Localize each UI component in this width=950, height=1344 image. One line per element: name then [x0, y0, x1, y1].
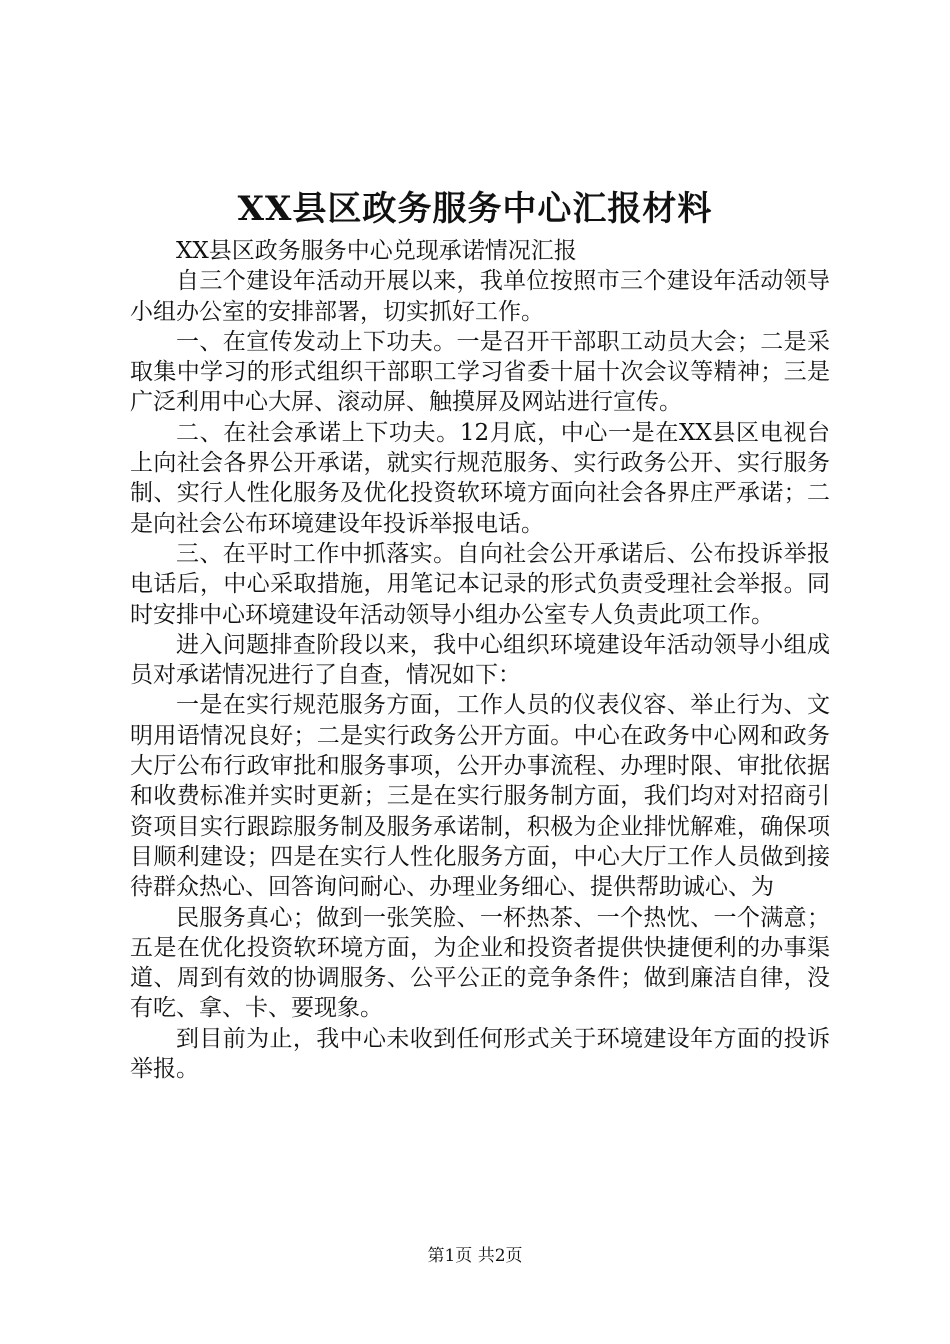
page-number-footer: 第1页 共2页	[427, 1246, 523, 1266]
paragraph-findings-continued: 民服务真心；做到一张笑脸、一杯热茶、一个热忱、一个满意；五是在优化投资软环境方面，为企业和投资者提供快捷便利的办事渠道、周到有效的协调服务、公平公正的竞争条件；做到廉洁自律，没有吃、拿、卡、要现象。	[130, 904, 830, 1022]
document-body	[130, 236, 830, 1084]
paragraph-subtitle: XX县区政务服务中心兑现承诺情况汇报	[176, 238, 577, 264]
paragraph-self-check: 进入问题排查阶段以来，我中心组织环境建设年活动领导小组成员对承诺情况进行了自查，情况如下：	[130, 631, 830, 689]
paragraph-findings: 一是在实行规范服务方面，工作人员的仪表仪容、举止行为、文明用语情况良好；二是实行政务公开方面。中心在政务中心网和政务大厅公布行政审批和服务事项，公开办事流程、办理时限、审批依据和收费标准并实时更新；三是在实行服务制方面，我们均对对招商引资项目实行跟踪服务制及服务承诺制，积极为企业排忧解难，确保项目顺利建设；四是在实行人性化服务方面，中心大厅工作人员做到接待群众热心、回答询问耐心、办理业务细心、提供帮助诚心、为	[130, 692, 830, 901]
paragraph-publicity: 一、在宣传发动上下功夫。一是召开干部职工动员大会；二是采取集中学习的形式组织干部职工学习省委十届十次会议等精神；三是广泛利用中心大屏、滚动屏、触摸屏及网站进行宣传。	[130, 328, 830, 416]
paragraph-conclusion: 到目前为止，我中心未收到任何形式关于环境建设年方面的投诉举报。	[130, 1025, 830, 1083]
paragraph-commitment: 二、在社会承诺上下功夫。12月底，中心一是在XX县区电视台上向社会各界公开承诺，就实行规范服务、实行政务公开、实行服务制、实行人性化服务及优化投资软环境方面向社会各界庄严承诺；二是向社会公布环境建设年投诉举报电话。	[130, 419, 830, 537]
paragraph-intro: 自三个建设年活动开展以来，我单位按照市三个建设年活动领导小组办公室的安排部署，切实抓好工作。	[130, 268, 830, 325]
document-title: XX县区政务服务中心汇报材料	[237, 189, 713, 229]
paragraph-implementation: 三、在平时工作中抓落实。自向社会公开承诺后、公布投诉举报电话后，中心采取措施，用笔记本记录的形式负责受理社会举报。同时安排中心环境建设年活动领导小组办公室专人负责此项工作。	[130, 540, 830, 628]
